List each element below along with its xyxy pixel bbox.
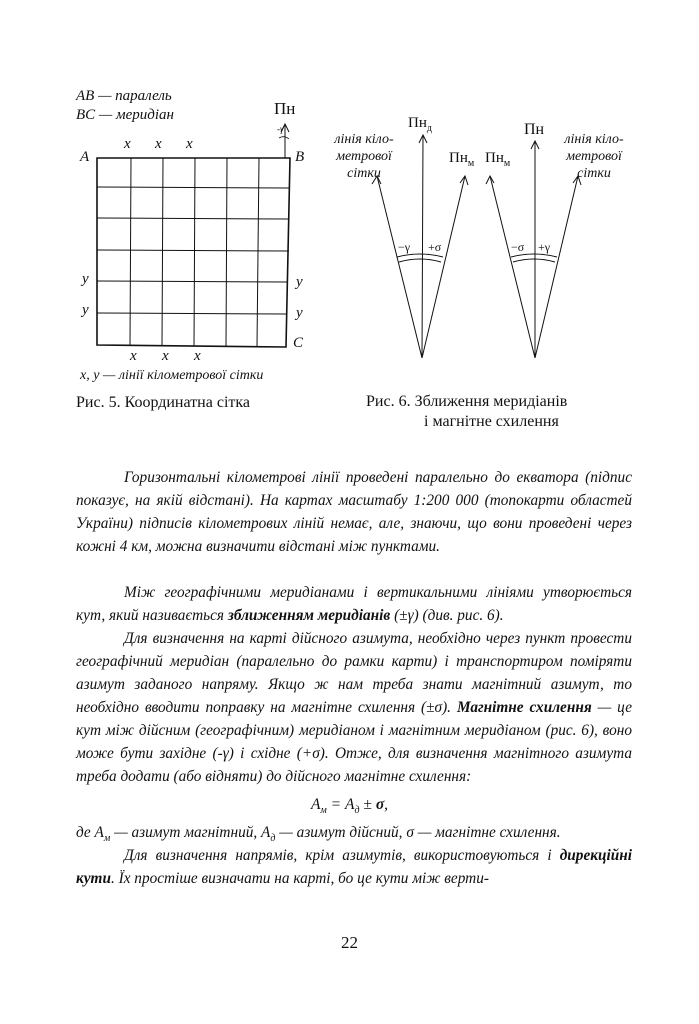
fig5-hline <box>97 281 288 282</box>
term-direction-angles: дирекційні кути <box>76 847 632 887</box>
fig6-left-true-north-text: Пн <box>408 115 427 131</box>
fig6-left-grid-line <box>377 176 422 358</box>
paragraph-magnetic-declination <box>76 627 632 788</box>
page-number: 22 <box>341 933 358 952</box>
fig6-left-grid-label-line: лінія кіло- <box>334 132 394 147</box>
fig5-gamma-label: -γ <box>277 124 284 134</box>
fig5-corner-b: B <box>295 149 305 165</box>
fig5-y-label-right: y <box>296 305 303 321</box>
fig5-hline <box>97 313 287 314</box>
fig6-right-grid-label-line: метрової <box>566 149 622 164</box>
fig6-left-true-north-sub: д <box>426 123 432 134</box>
fig5-x-label-bottom: x <box>130 348 137 364</box>
fig5-x-label-top: x <box>186 136 193 152</box>
fig6-left-mag-north-sub: м <box>467 158 475 169</box>
fig6-caption-line1: Рис. 6. Зближення меридіанів <box>366 393 568 410</box>
fig5-caption: Рис. 5. Координатна сітка <box>76 394 251 411</box>
fig5-y-label-right: y <box>296 274 303 290</box>
fig5-y-label-left: y <box>82 271 89 287</box>
paragraph-text: Між географічними меридіанами і вертикальними лініями утворюється кут, який називається <box>76 584 632 624</box>
fig6-left-grid-label <box>328 131 400 182</box>
fig5-x-label-bottom: x <box>162 348 169 364</box>
fig6-right-mag-north-text: Пн <box>485 150 504 166</box>
fig6-left-arc-2 <box>399 259 441 262</box>
fig6-left-mag-line <box>422 176 465 358</box>
fig6-left-mag-north-text: Пн <box>449 150 468 166</box>
paragraph-text: Для визначення на карті дійсного азимута, необхідно через пункт провести географічний меридіан (паралельно до рамки карти) і транспортиром поміряти азимут заданого напряму. Якщо ж нам треба знати магнітний азимут, то необхідно вводити поправку на магнітне схилення (±σ). <box>76 630 632 716</box>
paragraph-km-lines: Горизонтальні кілометрові лінії проведені паралельно до екватора (підпис показує, на якій відстані). На картах масштабу 1:200 000 (топокарти областей України) підписів кілометрових ліній немає, але, знаючи, що вони проведені через кожні 4 км, можна визначити відстані між пунктами. <box>76 469 632 555</box>
paragraph-text: — це кут між дійсним (географічним) меридіаном і магнітним меридіаном (рис. 6), воно може бути західне (-γ) і східне (+σ). Отже, для визначення магнітного азимута треба додати (або відняти) до дійсного магнітне схилення: <box>76 699 632 785</box>
fig6-right-mag-line <box>490 176 535 358</box>
fig5-gamma-arc <box>279 137 289 139</box>
fig5-corner-c: C <box>293 335 304 351</box>
fig5-vline <box>162 158 163 345</box>
term-meridian-convergence: зближенням меридіанів <box>227 607 391 624</box>
fig6-right-mag-north-label <box>485 150 510 169</box>
fig5-legend-ab: AB — паралель <box>76 88 172 104</box>
paragraph-meridian-convergence <box>76 581 632 627</box>
fig5-legend-xy: x, y — лінії кілометрової сітки <box>80 368 264 383</box>
fig6-left-angle-right: +σ <box>428 240 442 254</box>
formula-sub-d: д <box>354 805 360 817</box>
fig6-right-arc-2 <box>513 259 555 262</box>
figures-drawing <box>0 0 699 460</box>
term-magnetic-declination: Магнітне схилення <box>456 699 592 716</box>
fig5-x-label-bottom: x <box>194 348 201 364</box>
fig6-right-true-north-label: Пн <box>524 121 545 138</box>
fig5-north-label: Пн <box>274 99 296 118</box>
fig6-left-true-line <box>422 135 423 358</box>
fig5-hline <box>97 250 289 251</box>
paragraph-text: — азимут магнітний, А <box>110 824 271 841</box>
fig5-vline <box>257 158 259 346</box>
fig5-vline <box>194 158 195 346</box>
fig6-right-angle-left: −σ <box>511 240 525 254</box>
formula-text: $А_м = А_д \pm \sigma$, <box>310 796 389 817</box>
fig6-right-grid-label-line: лінія кіло- <box>564 132 624 147</box>
paragraph-text: де А <box>76 824 104 841</box>
fig5-x-label-top: x <box>155 136 162 152</box>
fig6-left-angle-left: −γ <box>398 240 411 254</box>
paragraph-text: . Їх простіше визначати на карті, бо це кути між верти- <box>110 870 489 887</box>
fig6-right-angle-right: +γ <box>538 240 551 254</box>
paragraph-direction-angles <box>76 844 632 890</box>
fig6-left-true-north-label <box>408 115 432 134</box>
fig6-right-grid-label <box>558 131 630 182</box>
fig5-hline <box>97 218 289 219</box>
paragraph-text: (±γ) (див. рис. 6). <box>390 607 504 624</box>
fig6-right-grid-line <box>535 176 578 358</box>
fig6-left-grid-label-line: сітки <box>347 166 381 181</box>
fig5-vline <box>226 158 227 346</box>
fig5-hline <box>97 187 290 188</box>
fig6-caption-line2: і магнітне схилення <box>424 413 559 430</box>
paragraph-text: Для визначення напрямів, крім азимутів, використовуються і <box>124 847 560 864</box>
fig6-right-mag-north-sub: м <box>503 158 511 169</box>
def-sub-d: д <box>270 833 276 845</box>
fig5-x-label-top: x <box>124 136 131 152</box>
fig5-corner-a: A <box>80 149 90 165</box>
paragraph-text: — азимут дійсний, σ — магнітне схилення. <box>275 824 561 841</box>
fig6-left-grid-label-line: метрової <box>336 149 392 164</box>
fig6-left-mag-north-label <box>449 150 474 169</box>
fig5-vline <box>130 158 131 345</box>
fig5-frame <box>97 158 290 347</box>
formula-sub-m: м <box>320 805 327 817</box>
azimuth-formula <box>0 796 699 816</box>
def-sub-m: м <box>103 833 111 845</box>
fig5-y-label-left: y <box>82 302 89 318</box>
fig6-right-grid-label-line: сітки <box>577 166 611 181</box>
fig5-legend-bc: BC — меридіан <box>76 107 174 123</box>
fig5-grid <box>97 124 290 347</box>
